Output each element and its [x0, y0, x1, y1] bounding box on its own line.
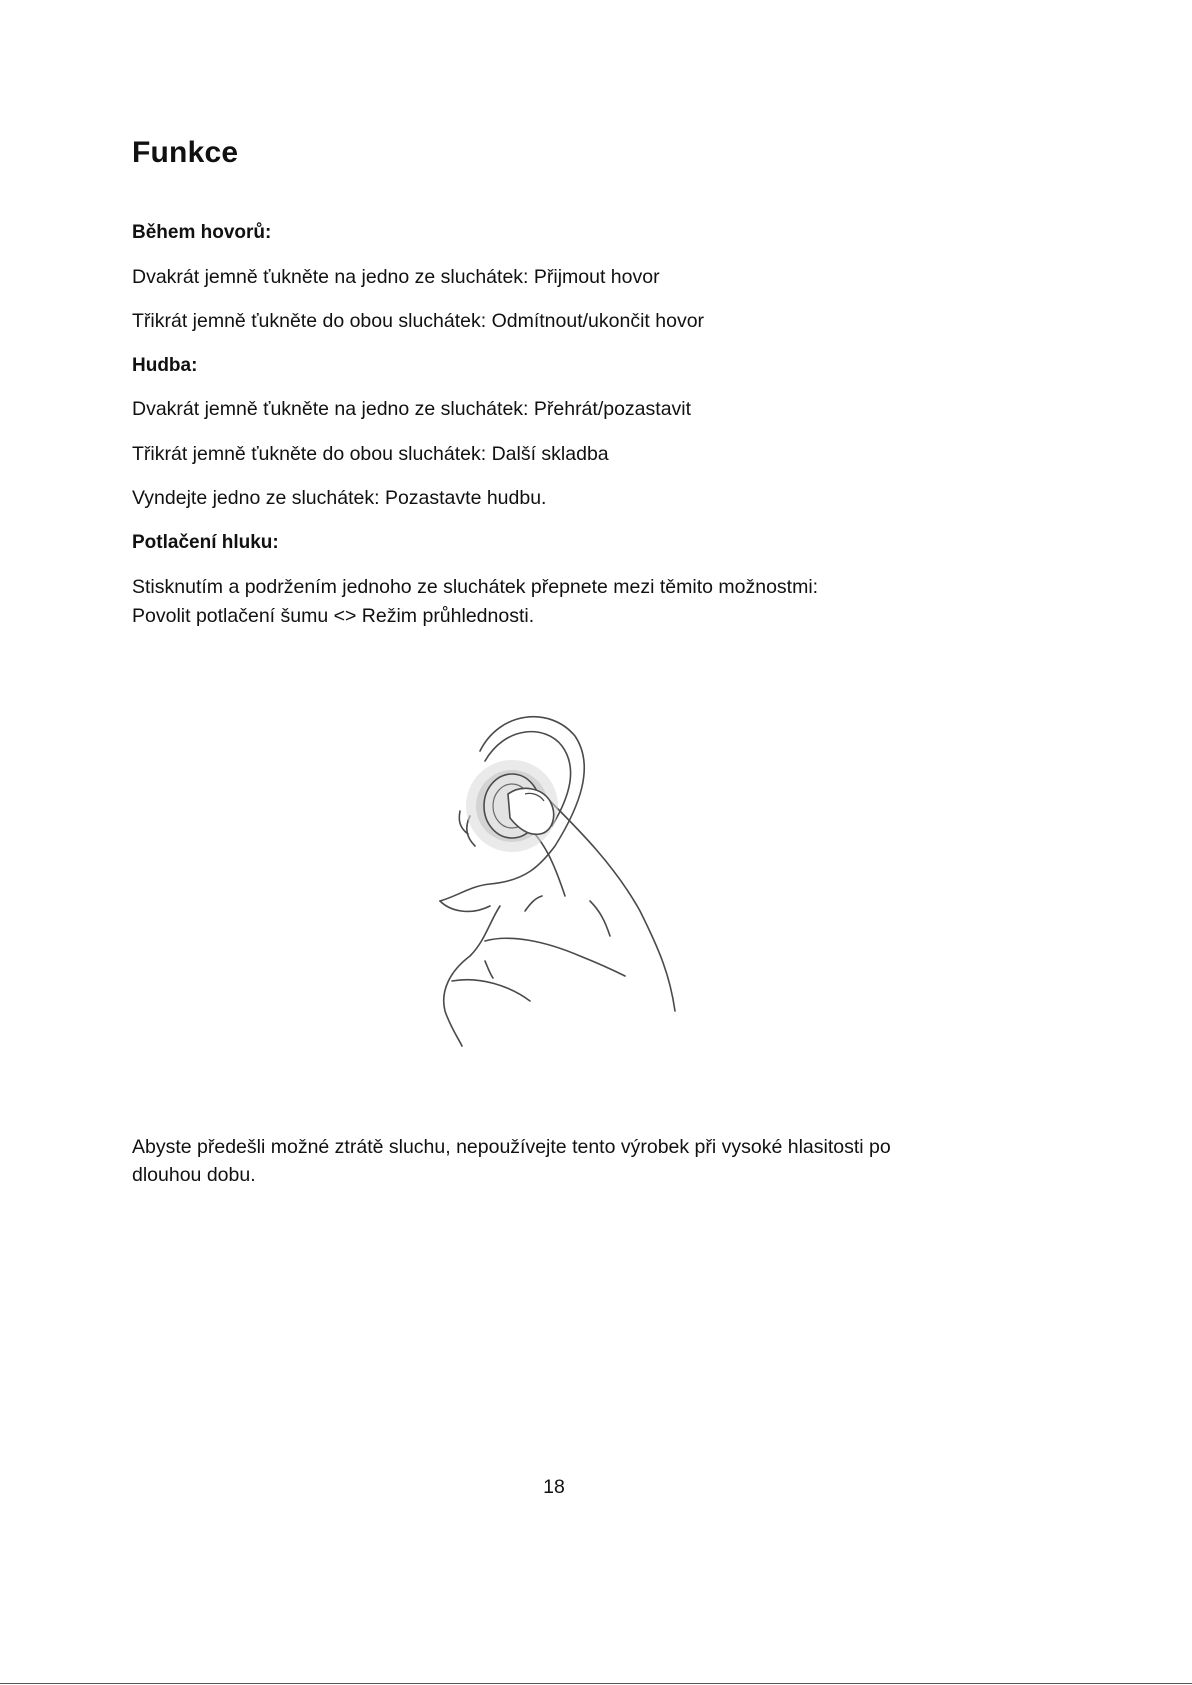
page-number: 18 — [543, 1476, 565, 1498]
noise-line-2: Povolit potlačení šumu <> Režim průhlednosti. — [132, 605, 535, 627]
section-title-calls: Během hovorů: — [132, 222, 272, 243]
calls-line-1: Dvakrát jemně ťukněte na jedno ze sluchátek: Přijmout hovor — [132, 266, 660, 288]
section-title-music: Hudba: — [132, 355, 198, 376]
warning-line-2: dlouhou dobu. — [132, 1164, 256, 1186]
music-line-1: Dvakrát jemně ťukněte na jedno ze sluchátek: Přehrát/pozastavit — [132, 398, 692, 420]
ear-lobe — [440, 901, 490, 911]
ear-tap-illustration — [430, 706, 690, 1056]
music-line-3: Vyndejte jedno ze sluchátek: Pozastavte hudbu. — [132, 487, 547, 509]
noise-line-1: Stisknutím a podržením jednoho ze sluchátek přepnete mezi těmito možnostmi: — [132, 576, 819, 598]
section-title-noise: Potlačení hluku: — [132, 532, 279, 553]
folded-fingers — [485, 938, 625, 976]
calls-line-2: Třikrát jemně ťukněte do obou sluchátek: Odmítnout/ukončit hovor — [132, 310, 705, 332]
music-line-2: Třikrát jemně ťukněte do obou sluchátek: Další skladba — [132, 443, 609, 465]
warning-line-1: Abyste předešli možné ztrátě sluchu, nepoužívejte tento výrobek při vysoké hlasitosti po — [132, 1136, 891, 1158]
page-heading: Funkce — [132, 136, 239, 169]
bottom-divider — [0, 1683, 1192, 1684]
